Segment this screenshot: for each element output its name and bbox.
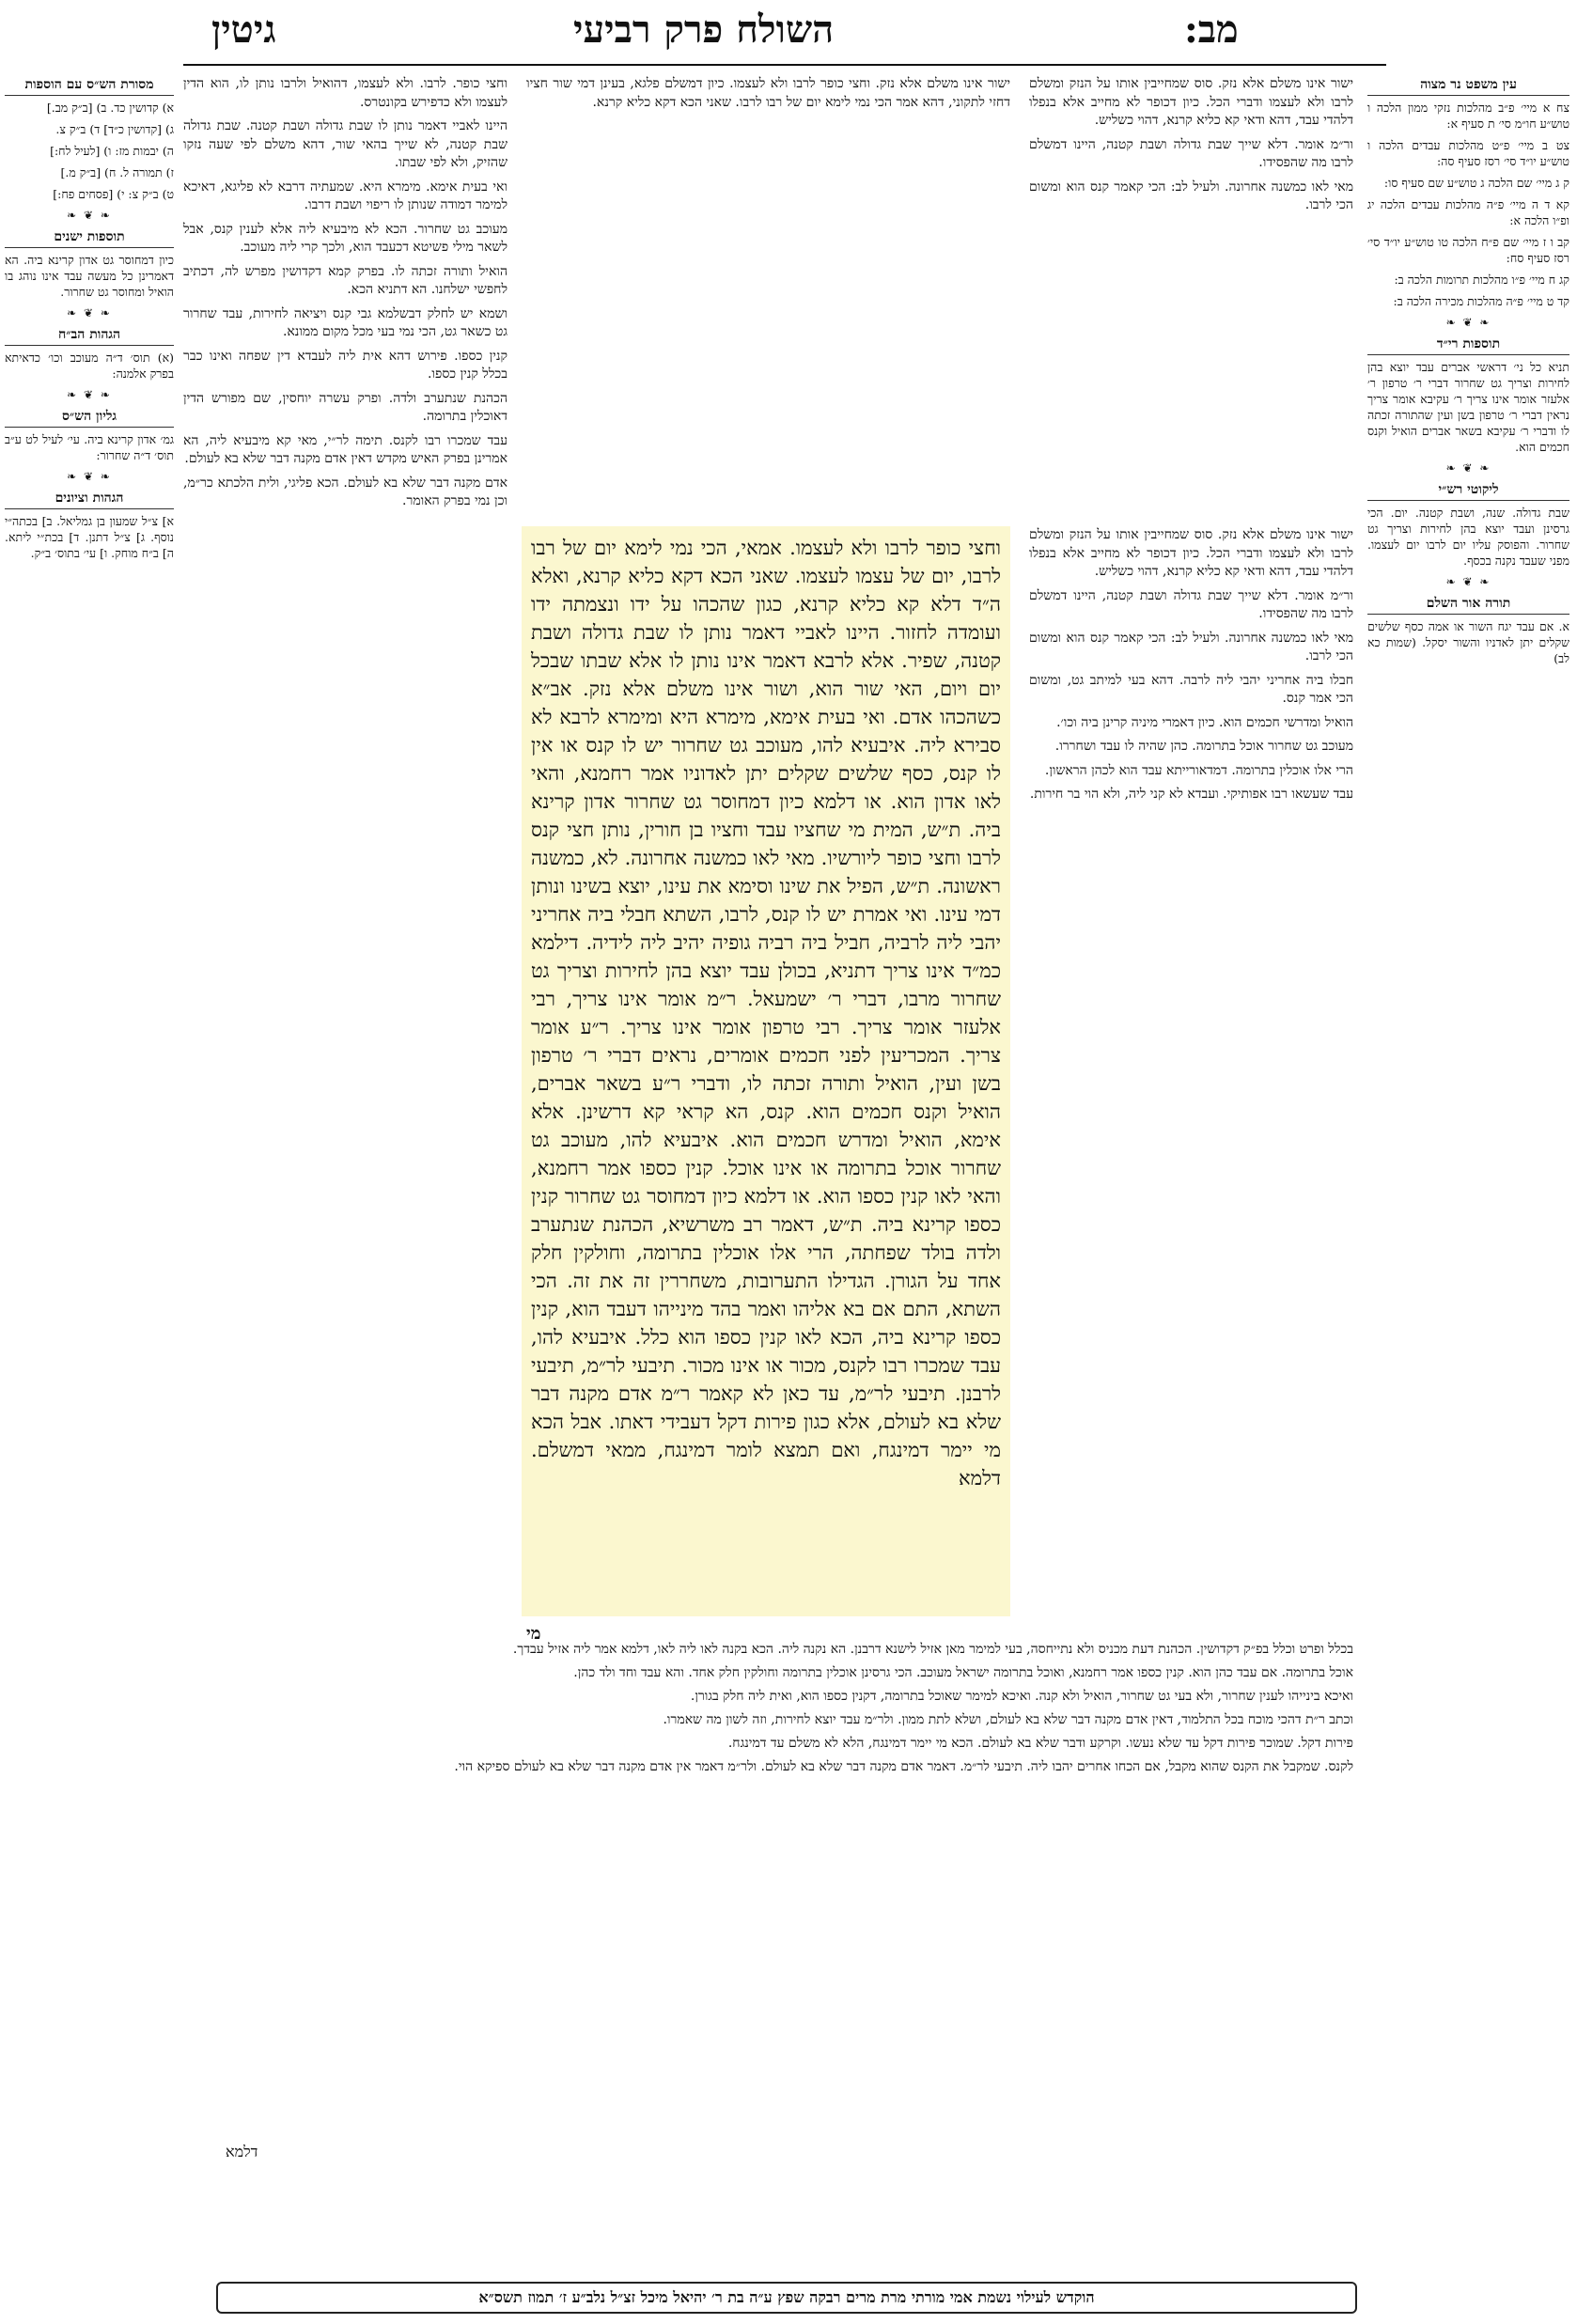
tosafot-yeshanim-title: תוספות ישנים (5, 229, 174, 248)
tractate-name: גיטין (211, 8, 276, 52)
bottom-paragraph: וכתב ר״ת דהכי מוכח בכל התלמוד, דאין אדם מקנה דבר שלא בא לעולם, ושלא לתת ממון. ולר״מ עבד יוצא לחירות, וזה לשון מה שאמרו. (663, 1712, 1353, 1727)
tosafot-comment: עבד שמכרו רבו לקנס. תימה לר״י, מאי קא מיבעיא ליה, הא אמרינן בפרק האיש מקדש דאין אדם מקנה דבר שלא בא לעולם. (183, 432, 507, 466)
rashi-top-band: ישור אינו משלם אלא נזק. וחצי כופר לרבו ולא לעצמו. כיון דמשלם פלגא, בעינן דמי שור חציו דחזי לתקוני, דהא אמר הכי נמי לימא יום של רבו לרבו. שאני הכא דקא כליא קרנא. (526, 76, 1010, 110)
tosafot-comment: וחצי כופר. לרבו. ולא לעצמו, דהואיל ולרבו נותן לו, הוא הדין לעצמו ולא כדפירש בקונטרס. (183, 76, 507, 110)
hagahot-tziyunim-title: הגהות וציונים (5, 491, 174, 509)
ein-mishpat-title: עין משפט נר מצוה (1367, 77, 1569, 96)
gemara-paragraph: קנס, הא קראי קא דרשינן. אלא אימא, הואיל ומדרש חכמים הוא. איבעיא להו, מעוכב גט שחרור אוכל בתרומה או אינו אוכל. קנין כספו אמר רחמנא, והאי לאו קנין כספו הוא. (531, 1100, 1001, 1208)
tosafot-rid-title: תוספות רי״ד (1367, 336, 1569, 355)
masoret-entry: ט) ב״ק צ: י) [פסחים פח:] (53, 187, 174, 201)
torah-or-text: א. אם עבד יגח השור או אמה כסף שלשים שקלים יתן לאדניו והשור יסקל. (שמות כא לב) (1367, 619, 1569, 665)
rashi-comment: חבלו ביה אחריני יהבי ליה לרבה. דהא בעי למיתב גט, ומשום הכי אמר קנס. (1029, 672, 1353, 706)
ein-mishpat-entry: צח א מיי׳ פ״ב מהלכות נזקי ממון הלכה ו טוש״ע חו״מ סי׳ ת סעיף א: (1367, 101, 1569, 131)
gemara-paragraph: דילמא כמ״ד אינו צריך דתניא, בכולן עבד יוצא בהן לחירות וצריך גט שחרור מרבו, דברי ר׳ ישמעאל. ר״מ אומר אינו צריך, רבי אלעזר אומר צריך. רבי טרפון אומר אינו צריך. (531, 931, 1001, 1038)
ein-mishpat-entry: צט ב מיי׳ פ״ט מהלכות עבדים הלכה ו טוש״ע יו״ד סי׳ רסז סעיף סה: (1367, 138, 1569, 168)
page-header (0, 0, 1577, 66)
likutei-rashi-text: שבת גדולה. שנה, ושבת קטנה. יום. הכי גרסינן ועבד יוצא בהן לחירות וצריך גט שחרור. והפוסק עליו יום לרבו יום לעצמו. מפני שעבד נקנה בכסף. (1367, 506, 1569, 568)
masoret-entry: ה) יבמות מז: ו) [לעיל לח:] (50, 144, 174, 158)
gilyon-hashas-text: גמ׳ אדון קרינא ביה. עי׳ לעיל לט ע״ב תוס׳ ד״ה שחרור: (5, 432, 174, 462)
rashi-comment: ור״מ אומר. דלא שייך שבת גדולה ושבת קטנה, היינו דמשלם לרבו מה שהפסידו. (1029, 587, 1353, 621)
masoret-entry: ג) [קדושין כ״ד] ד) ב״ק צ. (55, 122, 174, 136)
bottom-paragraph: לקנס. שמקבל את הקנס שהוא מקבל, אם הכחו אחרים יהבו ליה. תיבעי לר״מ. דאמר אדם מקנה דבר שלא בא לעולם. ולר״מ דאמר אין אדם מקנה דבר שלא בא לעולם ספיקא הוי. (454, 1759, 1353, 1774)
torah-or-title: תורה אור השלם (1367, 596, 1569, 615)
tosafot-comment: אדם מקנה דבר שלא בא לעולם. הכא פליגי, ולית הלכתא כר״מ, וכן נמי בפרק האומר. (183, 475, 507, 508)
folio-number: מב: (1184, 8, 1239, 52)
tosafot-comment: קנין כספו. פירוש דהא אית ליה לעבדא דין שפחה ואינו כבר בכלל קנין כספו. (183, 348, 507, 382)
bottom-paragraph: אוכל בתרומה. אם עבד כהן הוא. קנין כספו אמר רחמנא, ואוכל בתרומה ישראל מעוכב. הכי גרסינן אוכלין בתרומה וחולקין חלק אחד. והא עבד וחד ולד כהן. (573, 1665, 1353, 1680)
header-rule (183, 64, 1386, 66)
gemara-paragraph: או דלמא כיון דמחוסר גט שחרור אדון קרינא ביה. ת״ש, המית מי שחציו עבד וחציו בן חורין, נותן חצי קנס לרבו וחצי כופר ליורשיו. מאי לאו כמשנה אחרונה. לא, כמשנה ראשונה. (531, 790, 1001, 897)
divider-ornament: ❧ ❦ ❧ (1445, 316, 1491, 329)
tosafot-comment: מעוכב גט שחרור. הכא לא מיבעיא ליה אלא לענין קנס, אבל לשאר מילי פשיטא דכעבד הוא, ולכך קרי ליה מעוכב. (183, 221, 507, 255)
hagahot-bach-title: הגהות הב״ח (5, 327, 174, 346)
dedication-box: הוקדש לעילוי נשמת אמי מורתי מרת מרים רבקה שפץ ע״ה בת ר׳ יהיאל מיכל זצ״ל נלב״ע ז׳ תמוז תשס״א (216, 2282, 1357, 2314)
rashi-comment: מאי לאו כמשנה אחרונה. ולעיל לב: הכי קאמר קנס הוא ומשום הכי לרבו. (1029, 630, 1353, 663)
bottom-commentary (183, 1640, 1353, 2110)
likutei-rashi-title: ליקוטי רש״י (1367, 482, 1569, 501)
gemara-paragraph: ת״ש, הפיל את שינו וסימא את עינו, יוצא בשינו ונותן דמי עינו. ואי אמרת יש לו קנס, לרבו, השתא חבלי ביה אחריני יהבי ליה לרביה, חביל ביה רביה גופיה יהיב ליה לידיה. (531, 875, 1001, 954)
gemara-catchword: מי (526, 1624, 541, 1644)
tosafot-comment: הכהנת שנתערב ולדה. ופרק עשרה יוחסין, שם מפורש הדין דאוכלין בתרומה. (183, 390, 507, 424)
chapter-name: השולח פרק רביעי (573, 8, 835, 52)
gemara-paragraph: היינו לאביי דאמר נותן לו שבת גדולה ושבת קטנה, שפיר. אלא לרבא דאמר אינו נותן לו אלא שבתו שבכל יום ויום, האי שור הוא, ושור אינו משלם אלא נזק. (531, 621, 1001, 700)
rashi-comment: עבד שעשאו רבו אפותיקי. ועבדא לא קני ליה, ולא הוי בר חירות. (1029, 787, 1353, 802)
tosafot-comment: היינו לאביי דאמר נותן לו שבת גדולה ושבת קטנה. שבת גדולה שבת קטנה, לא שייך בהאי שור, דהא משלם לפי שעה נזקו שהזיק, ולא לפי שבתו. (183, 118, 507, 170)
ein-mishpat-entry: קד ט מיי׳ פ״ה מהלכות מכירה הלכה ב: (1393, 294, 1569, 308)
gemara-text (531, 534, 1001, 1610)
rashi-comment: ישור אינו משלם אלא נזק. סוס שמחייבין אותו על הנזק ומשלם לרבו ולא לעצמו ודברי הכל. כיון דכופר לא מחייב אלא בנפלו דלהדי עבד, דהא ודאי קא כליא קרנא, דהוי כשליש. (1029, 527, 1353, 579)
gemara-paragraph: איבעיא להו, עבד שמכרו רבו לקנס, מכור או אינו מכור. תיבעי לר״מ, תיבעי לרבנן. תיבעי לר״מ, עד כאן לא קאמר ר״מ אדם מקנה דבר שלא בא לעולם, אלא כגון פירות דקל דעבידי דאתו. (531, 1326, 1001, 1433)
gemara-paragraph: ר״ע אומר צריך. המכריעין לפני חכמים אומרים, נראים דברי ר׳ טרפון בשן ועין, הואיל ותורה זכתה לו, ודברי ר״ע בשאר אברים, הואיל וקנס חכמים הוא. (531, 1016, 1001, 1123)
rashi-column (1029, 526, 1353, 1626)
page-catchword: דלמא (226, 2143, 258, 2160)
rashi-comment: הרי אלו אוכלין בתרומה. דמדאורייתא עבד הוא לכהן הראשון. (1044, 762, 1353, 778)
rashi-comment: מעוכב גט שחרור אוכל בתרומה. כהן שהיה לו עבד ושחררו. (1054, 739, 1353, 754)
divider-ornament: ❧ ❦ ❧ (1445, 461, 1491, 475)
hagahot-bach-text: (א) תוס׳ ד״ה מעוכב וכו׳ כדאיתא בפרק אלמנה: (5, 351, 174, 381)
divider-ornament: ❧ ❦ ❧ (67, 306, 112, 320)
ein-mishpat-entry: קב ו ז מיי׳ שם פ״ח הלכה טו טוש״ע יו״ד סי׳ רסז סעיף סח: (1367, 235, 1569, 265)
masoret-entry: א) קדושין כד. ב) [ב״ק מב.] (46, 101, 174, 115)
gemara-paragraph: אבל הכא מי יימר דמינגח, ואם תמצא לומר דמינגח, ממאי דמשלם. דלמא (531, 1411, 1001, 1490)
bottom-paragraph: בכלל ופרט וכלל בפ״ק דקדושין. הכהנת דעת מכניס ולא נתייחסה, בעי למימר מאן אזיל לישנא דרבנן. הא נקנה ליה. הכא בקנה לאו ליה לאו, דלמא אמר ליה אזיל עבדך. (512, 1642, 1353, 1657)
masoret-hashas-title: מסורת הש״ס עם הוספות (5, 77, 174, 96)
bottom-paragraph: פירות דקל. שמוכר פירות דקל עד שלא נעשו. וקרקע ודבר שלא בא לעולם. הכא מי יימר דמינגח, הלא לא משלם עד דמינגח. (727, 1736, 1353, 1751)
rashi-comment: הואיל ומדרשי חכמים הוא. כיון דאמרי מיניה קרינן ביה וכו׳. (1056, 714, 1353, 730)
ein-mishpat-entry: קג ח מיי׳ פ״ו מהלכות תרומות הלכה ב: (1394, 273, 1569, 287)
divider-ornament: ❧ ❦ ❧ (67, 209, 112, 222)
gemara-paragraph: אב״א כשהכהו אדם. ואי בעית אימא, מימרא היא ומימרא לרבא לא סבירא ליה. איבעיא להו, מעוכב גט שחרור יש לו קנס או אין לו קנס, כסף שלשים שקלים יתן לאדוניו אמר רחמנא, והאי לאו אדון הוא. (531, 678, 1001, 813)
tosafot-yeshanim-text: כיון דמחוסר גט אדון קרינא ביה. הא דאמרינן כל מעשה עבד אינו נוהג בו הואיל ומחוסר גט שחרור. (5, 253, 174, 299)
divider-ornament: ❧ ❦ ❧ (67, 470, 112, 483)
ein-mishpat-column (1367, 73, 1569, 2235)
masoret-hashas-column (5, 73, 174, 2235)
gemara-paragraph: וחצי כופר לרבו ולא לעצמו. אמאי, הכי נמי לימא יום של רבו לרבו, יום של עצמו לעצמו. שאני הכא דקא כליא קרנא, ואלא ה״ד דלא קא כליא קרנא, כגון שהכהו על ידו ונצמתה ידו ועומדה לחזור. (531, 537, 1001, 644)
rashi-comment: ישור אינו משלם אלא נזק. סוס שמחייבין אותו על הנזק ומשלם לרבו ולא לעצמו ודברי הכל. כיון דכופר לא מחייב אלא בנפלו דלהדי עבד, דהא ודאי קא כליא קרנא, דהוי כשליש. (1029, 76, 1353, 128)
bottom-paragraph: ואיכא בינייהו לענין שחרור, ולא בעי גט שחרור, הואיל ולא קנה. ואיכא למימר שאוכל בתרומה, דקנין כספו הוא, ואית ליה חלק בגורן. (690, 1689, 1353, 1704)
rashi-comment: מאי לאו כמשנה אחרונה. ולעיל לב: הכי קאמר קנס הוא ומשום הכי לרבו. (1029, 179, 1353, 212)
gilyon-hashas-title: גליון הש״ס (5, 409, 174, 428)
gemara-paragraph: או דלמא כיון דמחוסר גט שחרור קנין כספו קרינא ביה. ת״ש, דאמר רב משרשיא, הכהנת שנתערב ולדה בולד שפחתה, הרי אלו אוכלין בתרומה, וחולקין חלק אחד על הגורן. (531, 1185, 1001, 1292)
gemara-paragraph: הגדילו התערובות, משחררין זה את זה. הכי השתא, התם אם בא אליהו ואמר בהד מינייהו דעבד הוא, קנין כספו קרינא ביה, הכא לאו קנין כספו הוא כלל. (531, 1270, 1001, 1349)
hagahot-tziyunim-text: א] צ״ל שמעון בן גמליאל. ב] בכתה״י נוסף. ג] צ״ל דתנן. ד] בכת״י ליתא. ה] ב״ח מוחק. ו] עי׳ בתוס׳ ב״ק. (5, 514, 174, 560)
rashi-comment: ור״מ אומר. דלא שייך שבת גדולה ושבת קטנה, היינו דמשלם לרבו מה שהפסידו. (1029, 136, 1353, 170)
tosafot-rid-text: תניא כל ני׳ דראשי אברים עבד יוצא בהן לחירות וצריך גט שחרור דברי ר׳ טרפון ר׳ אלעזר אומר אינו צריך ר׳ עקיבא אומר צריך נראין דברי ר׳ טרפון בשן ועין שהתורה זכתה לו ודברי ר׳ עקיבא בשאר אברים הואיל וקנס חכמים הוא. (1367, 360, 1569, 454)
divider-ornament: ❧ ❦ ❧ (1445, 575, 1491, 588)
tosafot-comment: ושמא יש לחלק דבשלמא גבי קנס ויציאה לחירות, עבד שחרור גט כשאר גט, הכי נמי בעי מכל מקום ממונא. (183, 305, 507, 339)
ein-mishpat-entry: קא ד ה מיי׳ פ״ה מהלכות עבדים הלכה יג ופ״ו הלכה א: (1367, 197, 1569, 227)
tosafot-column (183, 75, 507, 1630)
divider-ornament: ❧ ❦ ❧ (67, 388, 112, 401)
masoret-entry: ז) תמורה ל. ח) [ב״ק מ.] (60, 165, 174, 179)
tosafot-comment: ואי בעית אימא. מימרא היא. שמעתיה דרבא לא פליגא, דאיכא למימר דמודה שנותן לו ריפוי ושבת דרבו. (183, 179, 507, 212)
rashi-column-top (1029, 75, 1353, 517)
ein-mishpat-entry: ק ג מיי׳ שם הלכה ג טוש״ע שם סעיף סו: (1383, 176, 1569, 190)
tosafot-comment: הואיל ותורה זכתה לו. בפרק קמא דקדושין מפרש לה, דכתיב לחפשי ישלחנו. הא דתניא הכא. (183, 263, 507, 297)
